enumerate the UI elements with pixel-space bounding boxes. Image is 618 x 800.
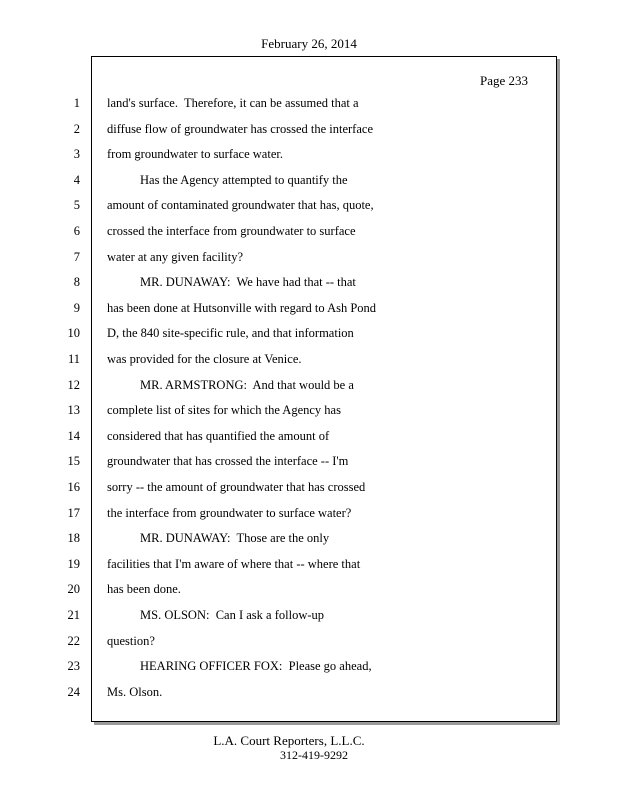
header-date: February 26, 2014	[261, 36, 357, 51]
footer-company: L.A. Court Reporters, L.L.C.	[213, 733, 365, 748]
line-number: 20	[67, 582, 80, 596]
line-number: 11	[67, 352, 80, 366]
line-number: 15	[67, 454, 80, 468]
line-number: 14	[67, 429, 80, 443]
line-number: 24	[67, 685, 80, 699]
line-number: 1	[73, 96, 80, 110]
transcript-line-text: crossed the interface from groundwater to surface	[107, 224, 356, 238]
transcript-line-text: MR. DUNAWAY: We have had that -- that	[140, 275, 356, 289]
transcript-line-text: from groundwater to surface water.	[107, 147, 283, 161]
transcript-line-text: diffuse flow of groundwater has crossed the interface	[107, 122, 373, 136]
line-number: 3	[73, 147, 80, 161]
line-number: 17	[67, 506, 80, 520]
line-number: 4	[73, 173, 80, 187]
line-number: 8	[73, 275, 80, 289]
transcript-line-text: MS. OLSON: Can I ask a follow-up	[140, 608, 325, 622]
transcript-line-text: water at any given facility?	[107, 250, 244, 264]
transcript-line-text: complete list of sites for which the Agency has	[107, 403, 341, 417]
line-number: 13	[67, 403, 80, 417]
transcript-line-text: has been done.	[107, 582, 181, 596]
line-number: 9	[73, 301, 80, 315]
transcript-line-text: D, the 840 site-specific rule, and that information	[107, 326, 354, 340]
line-number: 7	[73, 250, 80, 264]
line-number: 23	[67, 659, 80, 673]
transcript-line-text: amount of contaminated groundwater that has, quote,	[107, 198, 374, 212]
transcript-line-text: MR. DUNAWAY: Those are the only	[140, 531, 330, 545]
footer-phone: 312-419-9292	[280, 748, 348, 762]
transcript-line-text: sorry -- the amount of groundwater that has crossed	[107, 480, 366, 494]
transcript-line-text: MR. ARMSTRONG: And that would be a	[140, 378, 354, 392]
transcript-line-text: was provided for the closure at Venice.	[107, 352, 302, 366]
line-number: 19	[67, 557, 80, 571]
line-number: 10	[67, 326, 80, 340]
line-number: 22	[67, 634, 80, 648]
transcript-line-text: land's surface. Therefore, it can be assumed that a	[107, 96, 359, 110]
transcript-line-text: groundwater that has crossed the interface -- I'm	[107, 454, 349, 468]
line-number: 6	[73, 224, 80, 238]
transcript-line-text: facilities that I'm aware of where that -- where that	[107, 557, 361, 571]
line-number: 2	[73, 122, 80, 136]
transcript-line-text: considered that has quantified the amount of	[107, 429, 330, 443]
line-number: 5	[73, 198, 80, 212]
transcript-line-text: question?	[107, 634, 155, 648]
transcript-line-text: the interface from groundwater to surface water?	[107, 506, 352, 520]
transcript-line-text: HEARING OFFICER FOX: Please go ahead,	[140, 659, 372, 673]
line-number: 16	[67, 480, 80, 494]
line-number: 18	[67, 531, 80, 545]
transcript-line-text: has been done at Hutsonville with regard to Ash Pond	[107, 301, 377, 315]
page-number: Page 233	[480, 73, 529, 88]
transcript-line-text: Has the Agency attempted to quantify the	[140, 173, 348, 187]
line-number: 21	[67, 608, 80, 622]
transcript-line-text: Ms. Olson.	[107, 685, 163, 699]
line-number: 12	[67, 378, 80, 392]
